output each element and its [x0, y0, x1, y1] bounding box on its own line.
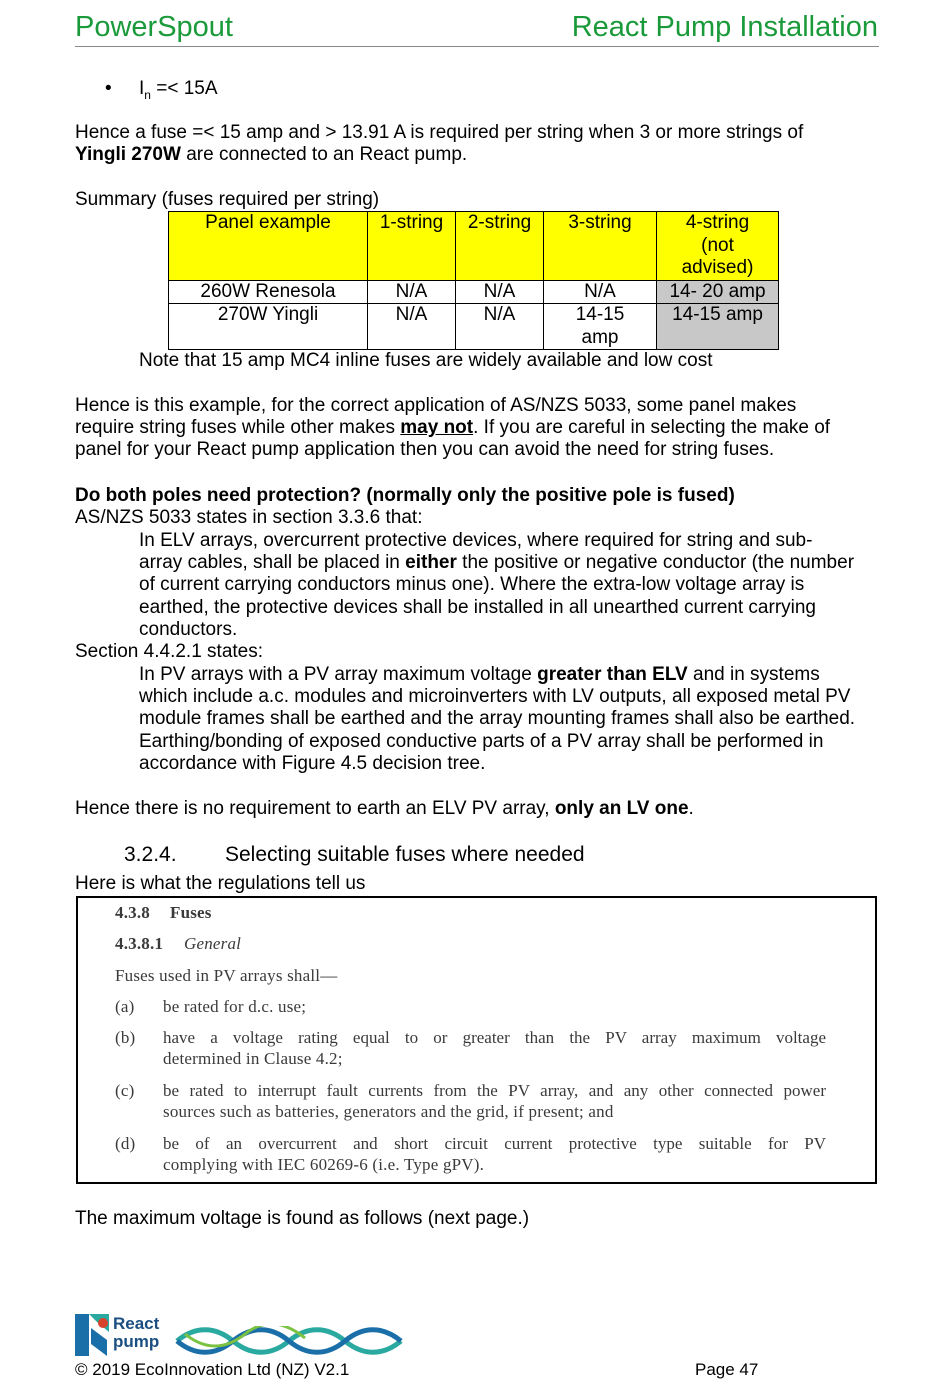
header-divider	[75, 46, 879, 47]
quote2-line: which include a.c. modules and microinverters with LV outputs, all exposed metal PV	[139, 686, 851, 707]
quote2-line: accordance with Figure 4.5 decision tree.	[139, 753, 486, 774]
quote2-line: Earthing/bonding of exposed conductive parts of a PV array shall be performed in	[139, 731, 824, 752]
para2-line3: panel for your React pump application then you can avoid the need for string fuses.	[75, 439, 775, 460]
item-text: be of an overcurrent and short circuit current protective type suitable for PV	[163, 1134, 826, 1153]
section-ref: Section 4.4.2.1 states:	[75, 641, 264, 662]
bullet-main: I	[139, 78, 145, 99]
bullet-item	[139, 78, 218, 106]
para1-line2	[75, 144, 467, 167]
item-label: (b)	[115, 1028, 136, 1047]
quote2-line	[139, 664, 820, 687]
table-row	[169, 280, 779, 304]
para2-line1: Hence is this example, for the correct application of AS/NZS 5033, some panel makes	[75, 395, 797, 416]
table-cell: 14- 20 amp	[657, 280, 779, 304]
conclusion-emphasis: only an LV one	[554, 798, 689, 819]
table-cell: 14-15 amp	[544, 304, 657, 350]
bullet-subscript: n	[144, 87, 151, 102]
footer-copyright: © 2019 EcoInnovation Ltd (NZ) V2.1	[75, 1360, 350, 1379]
quote1-line: In ELV arrays, overcurrent protective devices, where required for string and sub-	[139, 530, 813, 551]
header-title-right: React Pump Installation	[571, 11, 878, 43]
table-cell: 270W Yingli	[169, 304, 368, 350]
quote1-line	[139, 552, 854, 575]
logo-text-line2: pump	[113, 1332, 160, 1351]
table-cell: N/A	[456, 304, 544, 350]
table-cell: 14-15 amp	[657, 304, 779, 350]
section-intro: Here is what the regulations tell us	[75, 873, 366, 894]
quote1-line: of current carrying conductors minus one). Where the extra-low voltage array is	[139, 574, 805, 595]
subclause-title: General	[184, 934, 242, 953]
item-label: (a)	[115, 997, 135, 1016]
bullet-dot: •	[105, 78, 112, 99]
regulation-excerpt	[76, 896, 877, 1184]
clause-lead: Fuses used in PV arrays shall—	[115, 966, 338, 985]
table-header-cell: 4-string (not advised)	[657, 212, 779, 281]
closing-line: The maximum voltage is found as follows (next page.)	[75, 1208, 530, 1229]
table-note: Note that 15 amp MC4 inline fuses are widely available and low cost	[139, 350, 713, 371]
item-label: (c)	[115, 1081, 135, 1100]
item-text: sources such as batteries, generators and the grid, if present; and	[163, 1102, 614, 1121]
quote2-emphasis: greater than ELV	[537, 664, 688, 685]
table-header-cell: 3-string	[544, 212, 657, 281]
table-row	[169, 304, 779, 350]
quote2-text: and in systems	[687, 664, 820, 685]
para1-bold: Yingli 270W	[75, 144, 181, 165]
poles-intro: AS/NZS 5033 states in section 3.3.6 that:	[75, 507, 423, 528]
item-text: complying with IEC 60269-6 (i.e. Type gPV).	[163, 1155, 485, 1174]
poles-conclusion	[75, 798, 694, 821]
item-label: (d)	[115, 1134, 136, 1153]
quote1-line: earthed, the protective devices shall be installed in all unearthed current carrying	[139, 597, 816, 618]
quote1-text: the positive or negative conductor (the number	[456, 552, 855, 573]
section-title: Selecting suitable fuses where needed	[225, 843, 585, 866]
footer-page-number: Page 47	[695, 1360, 759, 1379]
react-pump-logo	[75, 1314, 405, 1358]
subclause-number: 4.3.8.1	[115, 934, 164, 953]
table-header-cell: 1-string	[368, 212, 456, 281]
clause-number: 4.3.8	[115, 903, 150, 922]
para2-emphasis: may not	[400, 417, 474, 438]
section-number: 3.2.4.	[124, 843, 177, 866]
item-text: be rated to interrupt fault currents from the PV array, and any other connected power	[163, 1081, 826, 1100]
quote2-line: module frames shall be earthed and the array mounting frames shall also be earthed.	[139, 708, 856, 729]
item-text: have a voltage rating equal to or greater than the PV array maximum voltage	[163, 1028, 826, 1047]
table-cell: N/A	[368, 304, 456, 350]
table-header-cell: Panel example	[169, 212, 368, 281]
conclusion-text: .	[688, 798, 694, 819]
conclusion-text: Hence there is no requirement to earth an ELV PV array,	[75, 798, 555, 819]
clause-title: Fuses	[170, 903, 212, 922]
bullet-rest: =< 15A	[150, 78, 218, 99]
poles-heading: Do both poles need protection? (normally only the positive pole is fused)	[75, 485, 735, 506]
quote1-emphasis: either	[405, 552, 457, 573]
table-cell: N/A	[544, 280, 657, 304]
logo-text-line1: React	[113, 1314, 160, 1333]
logo-mark-icon	[75, 1314, 109, 1356]
table-header-row	[169, 212, 779, 281]
quote2-text: In PV arrays with a PV array maximum voltage	[139, 664, 538, 685]
table-cell: 260W Renesola	[169, 280, 368, 304]
item-text: determined in Clause 4.2;	[163, 1049, 343, 1068]
para1-rest: are connected to an React pump.	[180, 144, 468, 165]
para1-line1: Hence a fuse =< 15 amp and > 13.91 A is required per string when 3 or more strings of	[75, 122, 804, 143]
para2-text: . If you are careful in selecting the make of	[473, 417, 831, 438]
quote1-text: array cables, shall be placed in	[139, 552, 406, 573]
logo-wave-icon	[175, 1326, 405, 1356]
quote1-line: conductors.	[139, 619, 238, 640]
table-cell: N/A	[456, 280, 544, 304]
table-cell: N/A	[368, 280, 456, 304]
para2-line2	[75, 417, 830, 440]
fuse-summary-table	[168, 211, 779, 350]
summary-label: Summary (fuses required per string)	[75, 189, 380, 210]
header-title-left: PowerSpout	[75, 11, 233, 43]
para2-text: require string fuses while other makes	[75, 417, 401, 438]
item-text: be rated for d.c. use;	[163, 997, 307, 1016]
table-header-cell: 2-string	[456, 212, 544, 281]
